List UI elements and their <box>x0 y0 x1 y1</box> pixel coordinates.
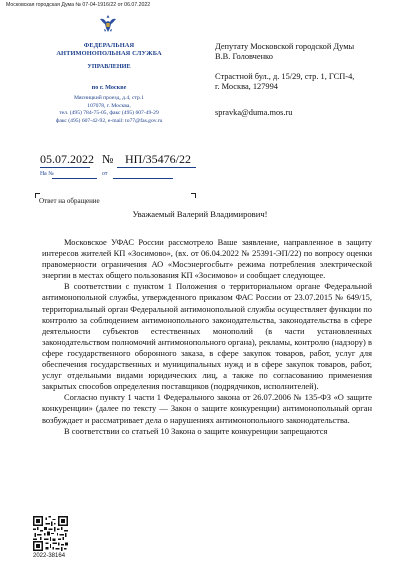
recipient-name: Депутату Московской городской Думы В.В. Головченко <box>215 42 355 61</box>
registration-number-sign: № <box>102 152 114 166</box>
agency-city: по г. Москве <box>91 84 127 91</box>
date-underline <box>40 167 90 168</box>
agency-address: Мясницкий проезд, д.4, стр.1 107078, г. Москва, тел. (495) 784-75-05, факс (495) 607-49-29 факс (495) 607-42-92, e-mail: to77@fas.gov.ru <box>20 95 198 125</box>
reference-number-label: На № <box>40 171 54 177</box>
document-barcode-number: 2022-38164 <box>33 553 66 559</box>
subject-bracket-right <box>191 193 196 198</box>
greeting: Уважаемый Валерий Владимирович! <box>132 209 268 219</box>
number-underline <box>117 167 196 168</box>
reference-from-label: от <box>102 171 108 177</box>
paragraph: В соответствии с пунктом 1 Положения о территориальном органе Федеральной антимонопольной службы, утвержденного приказом ФАС России от 23.07.2015 № 649/15, территориальный орган Федеральной антимонопольной службы осуществляет функции по контролю за соблюдением антимонопольного законодательства, законодательства в сфере деятельности субъектов естественных монополий (в части установленных законодательством полномочий антимонопольного органа), рекламы, контролю (надзору) в сфере государственного оборонного заказа, в сфере закупок товаров, работ, услуг для обеспечения государственных и муниципальных нужд и в сфере закупок товаров, работ, услуг отдельными видами юридических лиц, а также по согласованию применения закрытых способов определения поставщиков (подрядчиков, исполнителей). <box>42 281 372 392</box>
reference-number-underline <box>52 178 97 179</box>
letter-subject: Ответ на обращение <box>39 197 100 205</box>
paragraph: Московское УФАС России рассмотрело Ваше заявление, направленное в защиту интересов жителей КП «Зосимово», (вх. от 06.04.2022 № 25391-ЭП/22) по вопросу оценки правомерности ограничения АО «Мосэнергосбыт» режима потребления электрической энергии в местах общего пользования КП «Зосимово» и сообщает следующее. <box>42 237 372 281</box>
letter-body <box>42 237 372 437</box>
paragraph: В соответствии со статьей 10 Закона о защите конкуренции запрещаются <box>64 425 328 436</box>
recipient-email: spravka@duma.mos.ru <box>215 108 293 117</box>
reference-date-underline <box>113 178 173 179</box>
paragraph: Согласно пункту 1 части 1 Федерального закона от 26.07.2006 № 135-ФЗ «О защите конкуренции» (далее по тексту — Закон о защите конкуренции) антимонопольный орган возбуждает и рассматривает дела о нарушениях антимонопольного законодательства. <box>42 392 372 425</box>
registration-line <box>40 152 196 168</box>
registration-number: НП/35476/22 <box>125 152 191 166</box>
document-registration-header: Московская городская Дума № 07-04-1916/22 от 06.07.2022 <box>6 2 151 8</box>
recipient-address: Страстной бул., д. 15/29, стр. 1, ГСП-4, г. Москва, 127994 <box>215 72 355 91</box>
registration-date: 05.07.2022 <box>40 152 94 166</box>
reference-line <box>40 171 190 181</box>
qr-code-icon <box>33 516 68 551</box>
coat-of-arms-icon <box>97 13 119 35</box>
agency-name: ФЕДЕРАЛЬНАЯ АНТИМОНОПОЛЬНАЯ СЛУЖБА <box>56 42 162 57</box>
agency-department: УПРАВЛЕНИЕ <box>87 63 131 70</box>
agency-fax-email: факс (495) 607-42-92, e-mail: to77@fas.gov.ru <box>55 117 163 124</box>
